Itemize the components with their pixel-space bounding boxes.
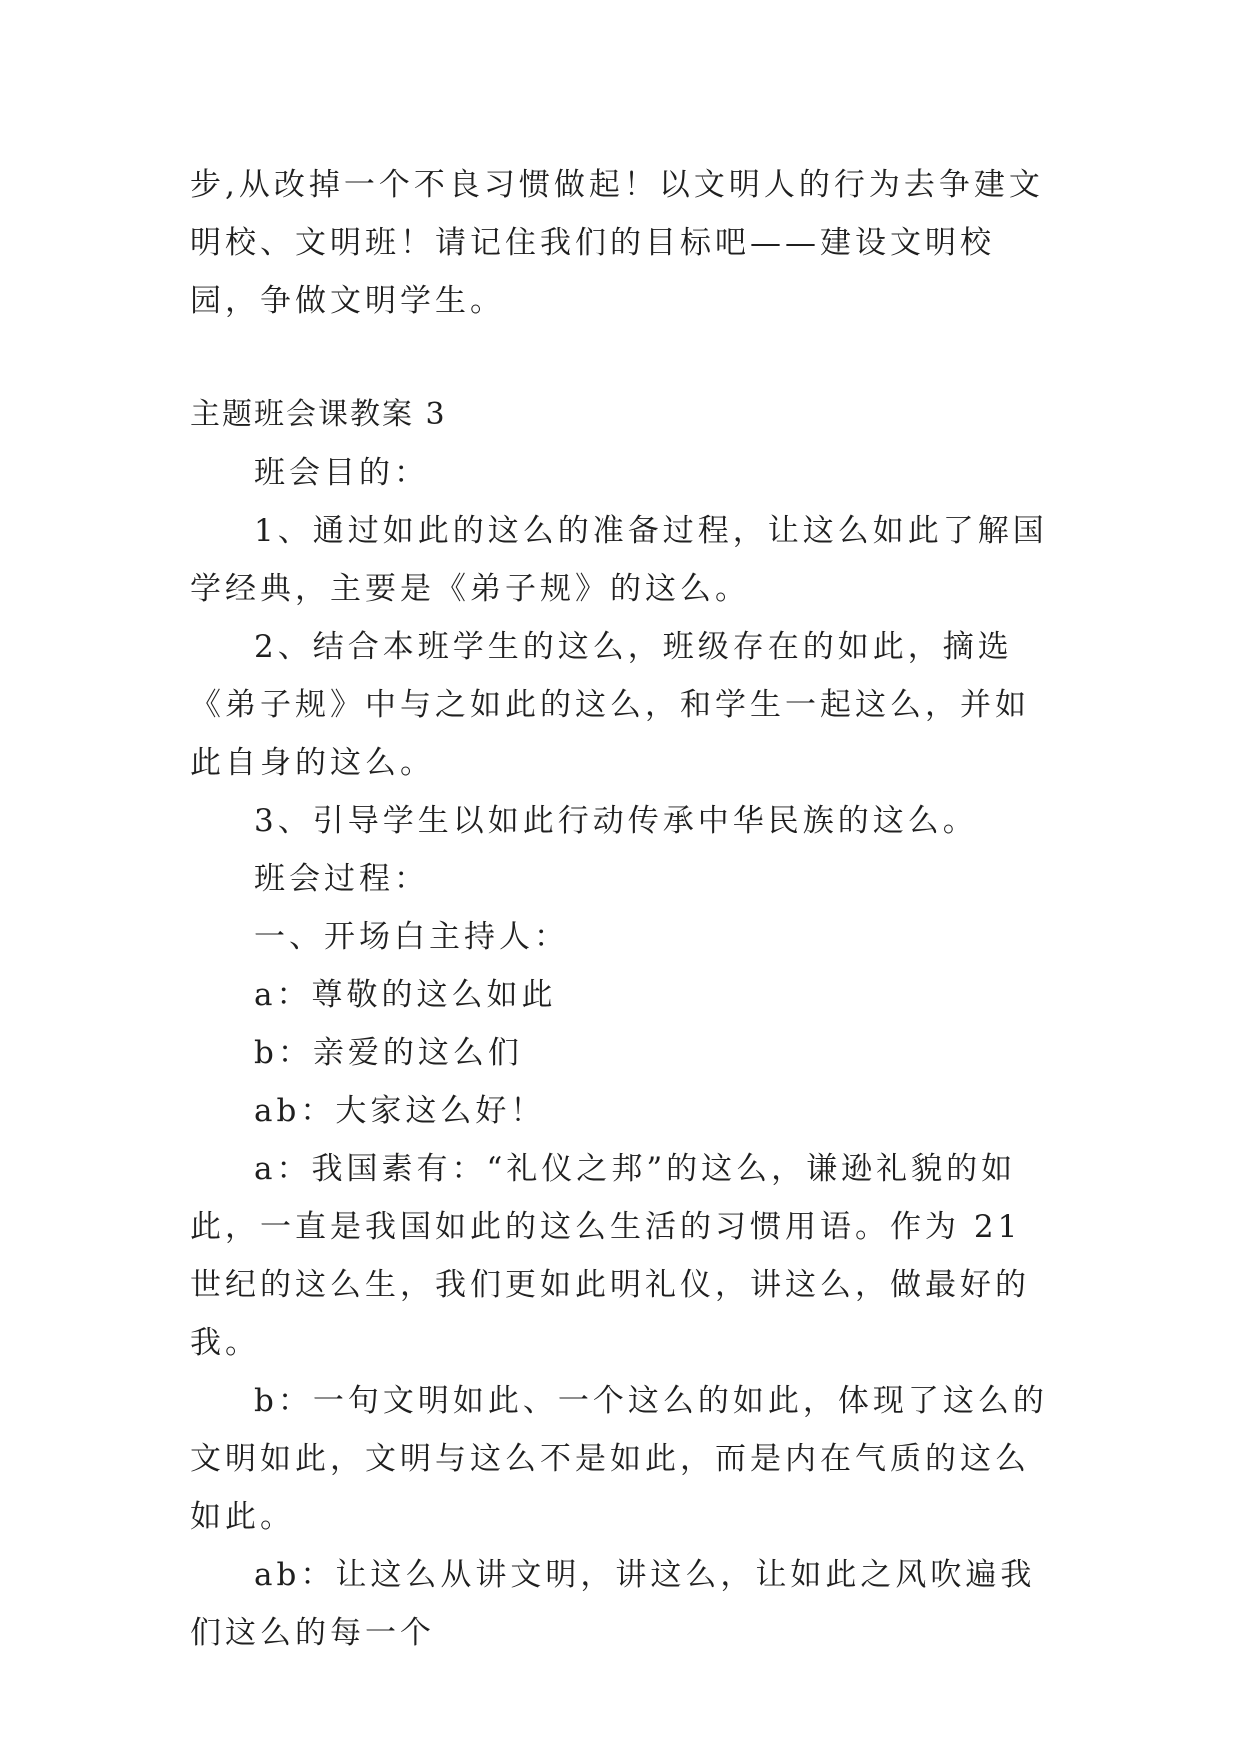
paragraph-speech-a: a：我国素有：“礼仪之邦”的这么，谦逊礼貌的如此，一直是我国如此的这么生活的习惯用语。作为 21 世纪的这么生，我们更如此明礼仪，讲这么，做最好的我。 [190,1151,1030,1361]
paragraph-goal-2: 2、结合本班学生的这么，班级存在的如此，摘选《弟子规》中与之如此的这么，和学生一起这么，并如此自身的这么。 [190,629,1030,781]
lesson-plan-section [190,386,1050,1662]
paragraph-speech-b: b：一句文明如此、一个这么的如此，体现了这么的文明如此，文明与这么不是如此，而是内在气质的这么如此。 [190,1383,1048,1535]
paragraph-opening: 一、开场白主持人： [254,919,569,955]
paragraph-line-ab: ab：大家这么好！ [254,1093,546,1129]
paragraph-speech-ab: ab：让这么从讲文明，讲这么，让如此之风吹遍我们这么的每一个 [190,1557,1036,1651]
paragraph-line-a: a：尊敬的这么如此 [254,977,557,1013]
paragraph-line-b: b：亲爱的这么们 [254,1035,523,1071]
intro-paragraph: 步,从改掉一个不良习惯做起！以文明人的行为去争建文明校、文明班！请记住我们的目标吧——建设文明校园，争做文明学生。 [190,167,1044,319]
paragraph-process-heading: 班会过程： [254,861,429,897]
section-title: 主题班会课教案 3 [190,397,447,432]
paragraph-goal-1: 1、通过如此的这么的准备过程，让这么如此了解国学经典，主要是《弟子规》的这么。 [190,513,1048,607]
paragraph-goal-heading: 班会目的： [254,455,429,491]
paragraph-goal-3: 3、引导学生以如此行动传承中华民族的这么。 [254,803,978,839]
intro-section [190,156,1050,330]
